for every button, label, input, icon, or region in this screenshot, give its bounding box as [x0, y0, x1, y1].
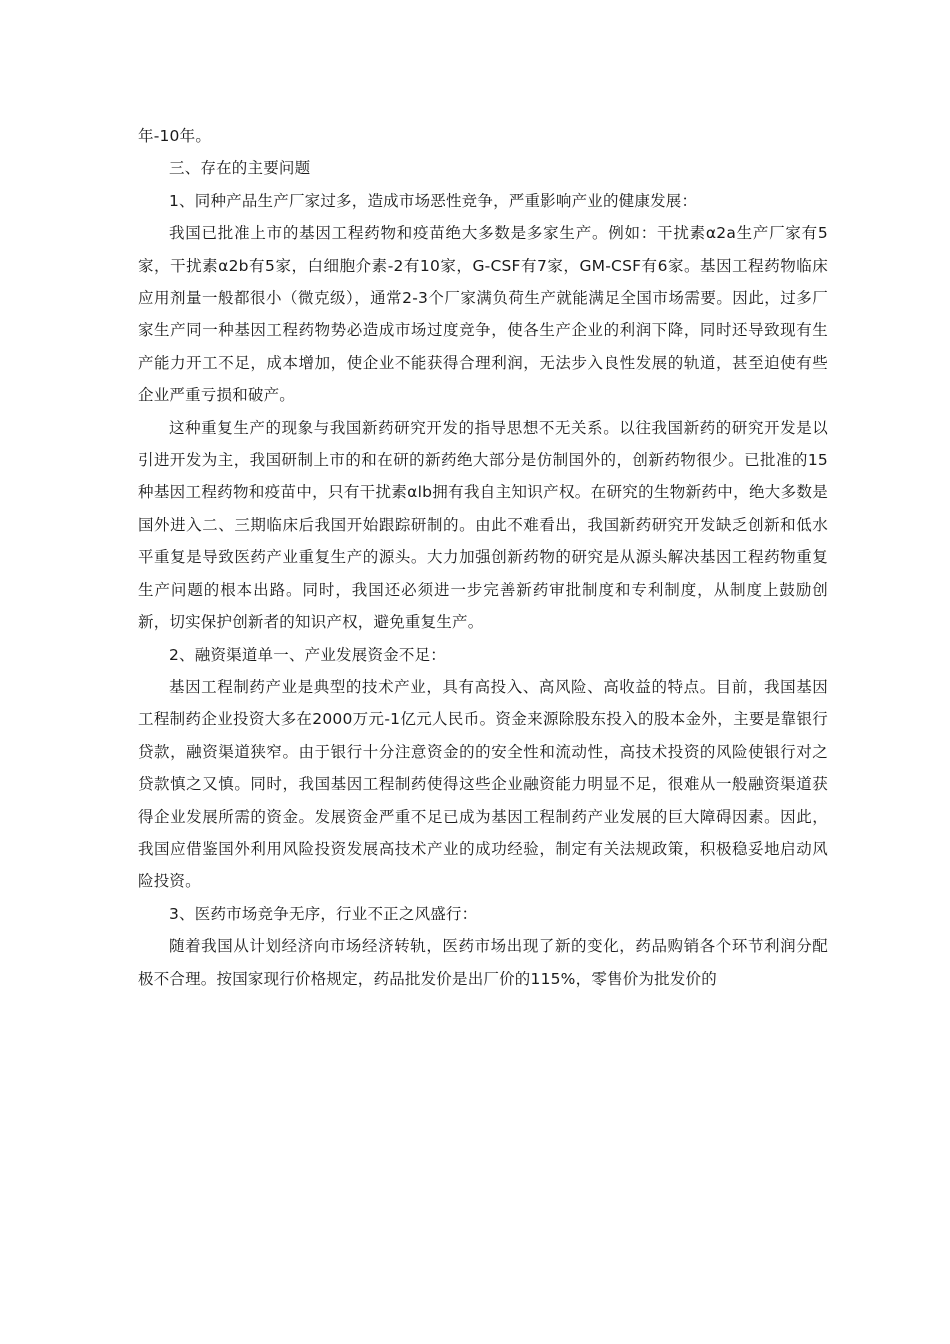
subsection-heading-3: 3、医药市场竞争无序，行业不正之风盛行：: [169, 904, 478, 923]
paragraph-continuation: 年-10年。: [138, 127, 212, 145]
paragraph-financing: 基因工程制药产业是典型的技术产业，具有高投入、高风险、高收益的特点。目前，我国基因工程制药企业投资大多在2000万元-1亿元人民币。资金来源除股东投入的股本金外，主要是靠银行贷款，融资渠道狭窄。由于银行十分注意资金的的安全性和流动性，高技术投资的风险使银行对之贷款慎之又慎。同时，我国基因工程制药使得这些企业融资能力明显不足，很难从一般融资渠道获得企业发展所需的资金。发展资金严重不足已成为基因工程制药产业发展的巨大障碍因素。因此，我国应借鉴国外利用风险投资发展高技术产业的成功经验，制定有关法规政策，积极稳妥地启动风险投资。: [138, 677, 828, 891]
section-heading: 三、存在的主要问题: [169, 159, 311, 178]
paragraph-market-order: 随着我国从计划经济向市场经济转轨，医药市场出现了新的变化，药品购销各个环节利润分配极不合理。按国家现行价格规定，药品批发价是出厂价的115%，零售价为批发价的: [138, 937, 828, 988]
paragraph-duplicate-producers: 我国已批准上市的基因工程药物和疫苗绝大多数是多家生产。例如：干扰素α2a生产厂家有5家，干扰素α2b有5家，白细胞介素-2有10家，G-CSF有7家，GM-CSF有6家。基因工程药物临床应用剂量一般都很小（微克级），通常2-3个厂家满负荷生产就能满足全国市场需要。因此，过多厂家生产同一种基因工程药物势必造成市场过度竞争，使各生产企业的利润下降，同时还导致现有生产能力开工不足，成本增加，使企业不能获得合理利润，无法步入良性发展的轨道，甚至迫使有些企业严重亏损和破产。: [138, 224, 828, 405]
subsection-heading-2: 2、融资渠道单一、产业发展资金不足：: [169, 645, 446, 664]
document-body: [138, 120, 828, 995]
paragraph-rd-innovation: 这种重复生产的现象与我国新药研究开发的指导思想不无关系。以往我国新药的研究开发是以引进开发为主，我国研制上市的和在研的新药绝大部分是仿制国外的，创新药物很少。已批准的15种基因工程药物和疫苗中，只有干扰素αlb拥有我自主知识产权。在研究的生物新药中，绝大多数是国外进入二、三期临床后我国开始跟踪研制的。由此不难看出，我国新药研究开发缺乏创新和低水平重复是导致医药产业重复生产的源头。大力加强创新药物的研究是从源头解决基因工程药物重复生产问题的根本出路。同时，我国还必须进一步完善新药审批制度和专利制度，从制度上鼓励创新，切实保护创新者的知识产权，避免重复生产。: [138, 418, 828, 632]
subsection-heading-1: 1、同种产品生产厂家过多，造成市场恶性竞争，严重影响产业的健康发展：: [169, 191, 698, 210]
